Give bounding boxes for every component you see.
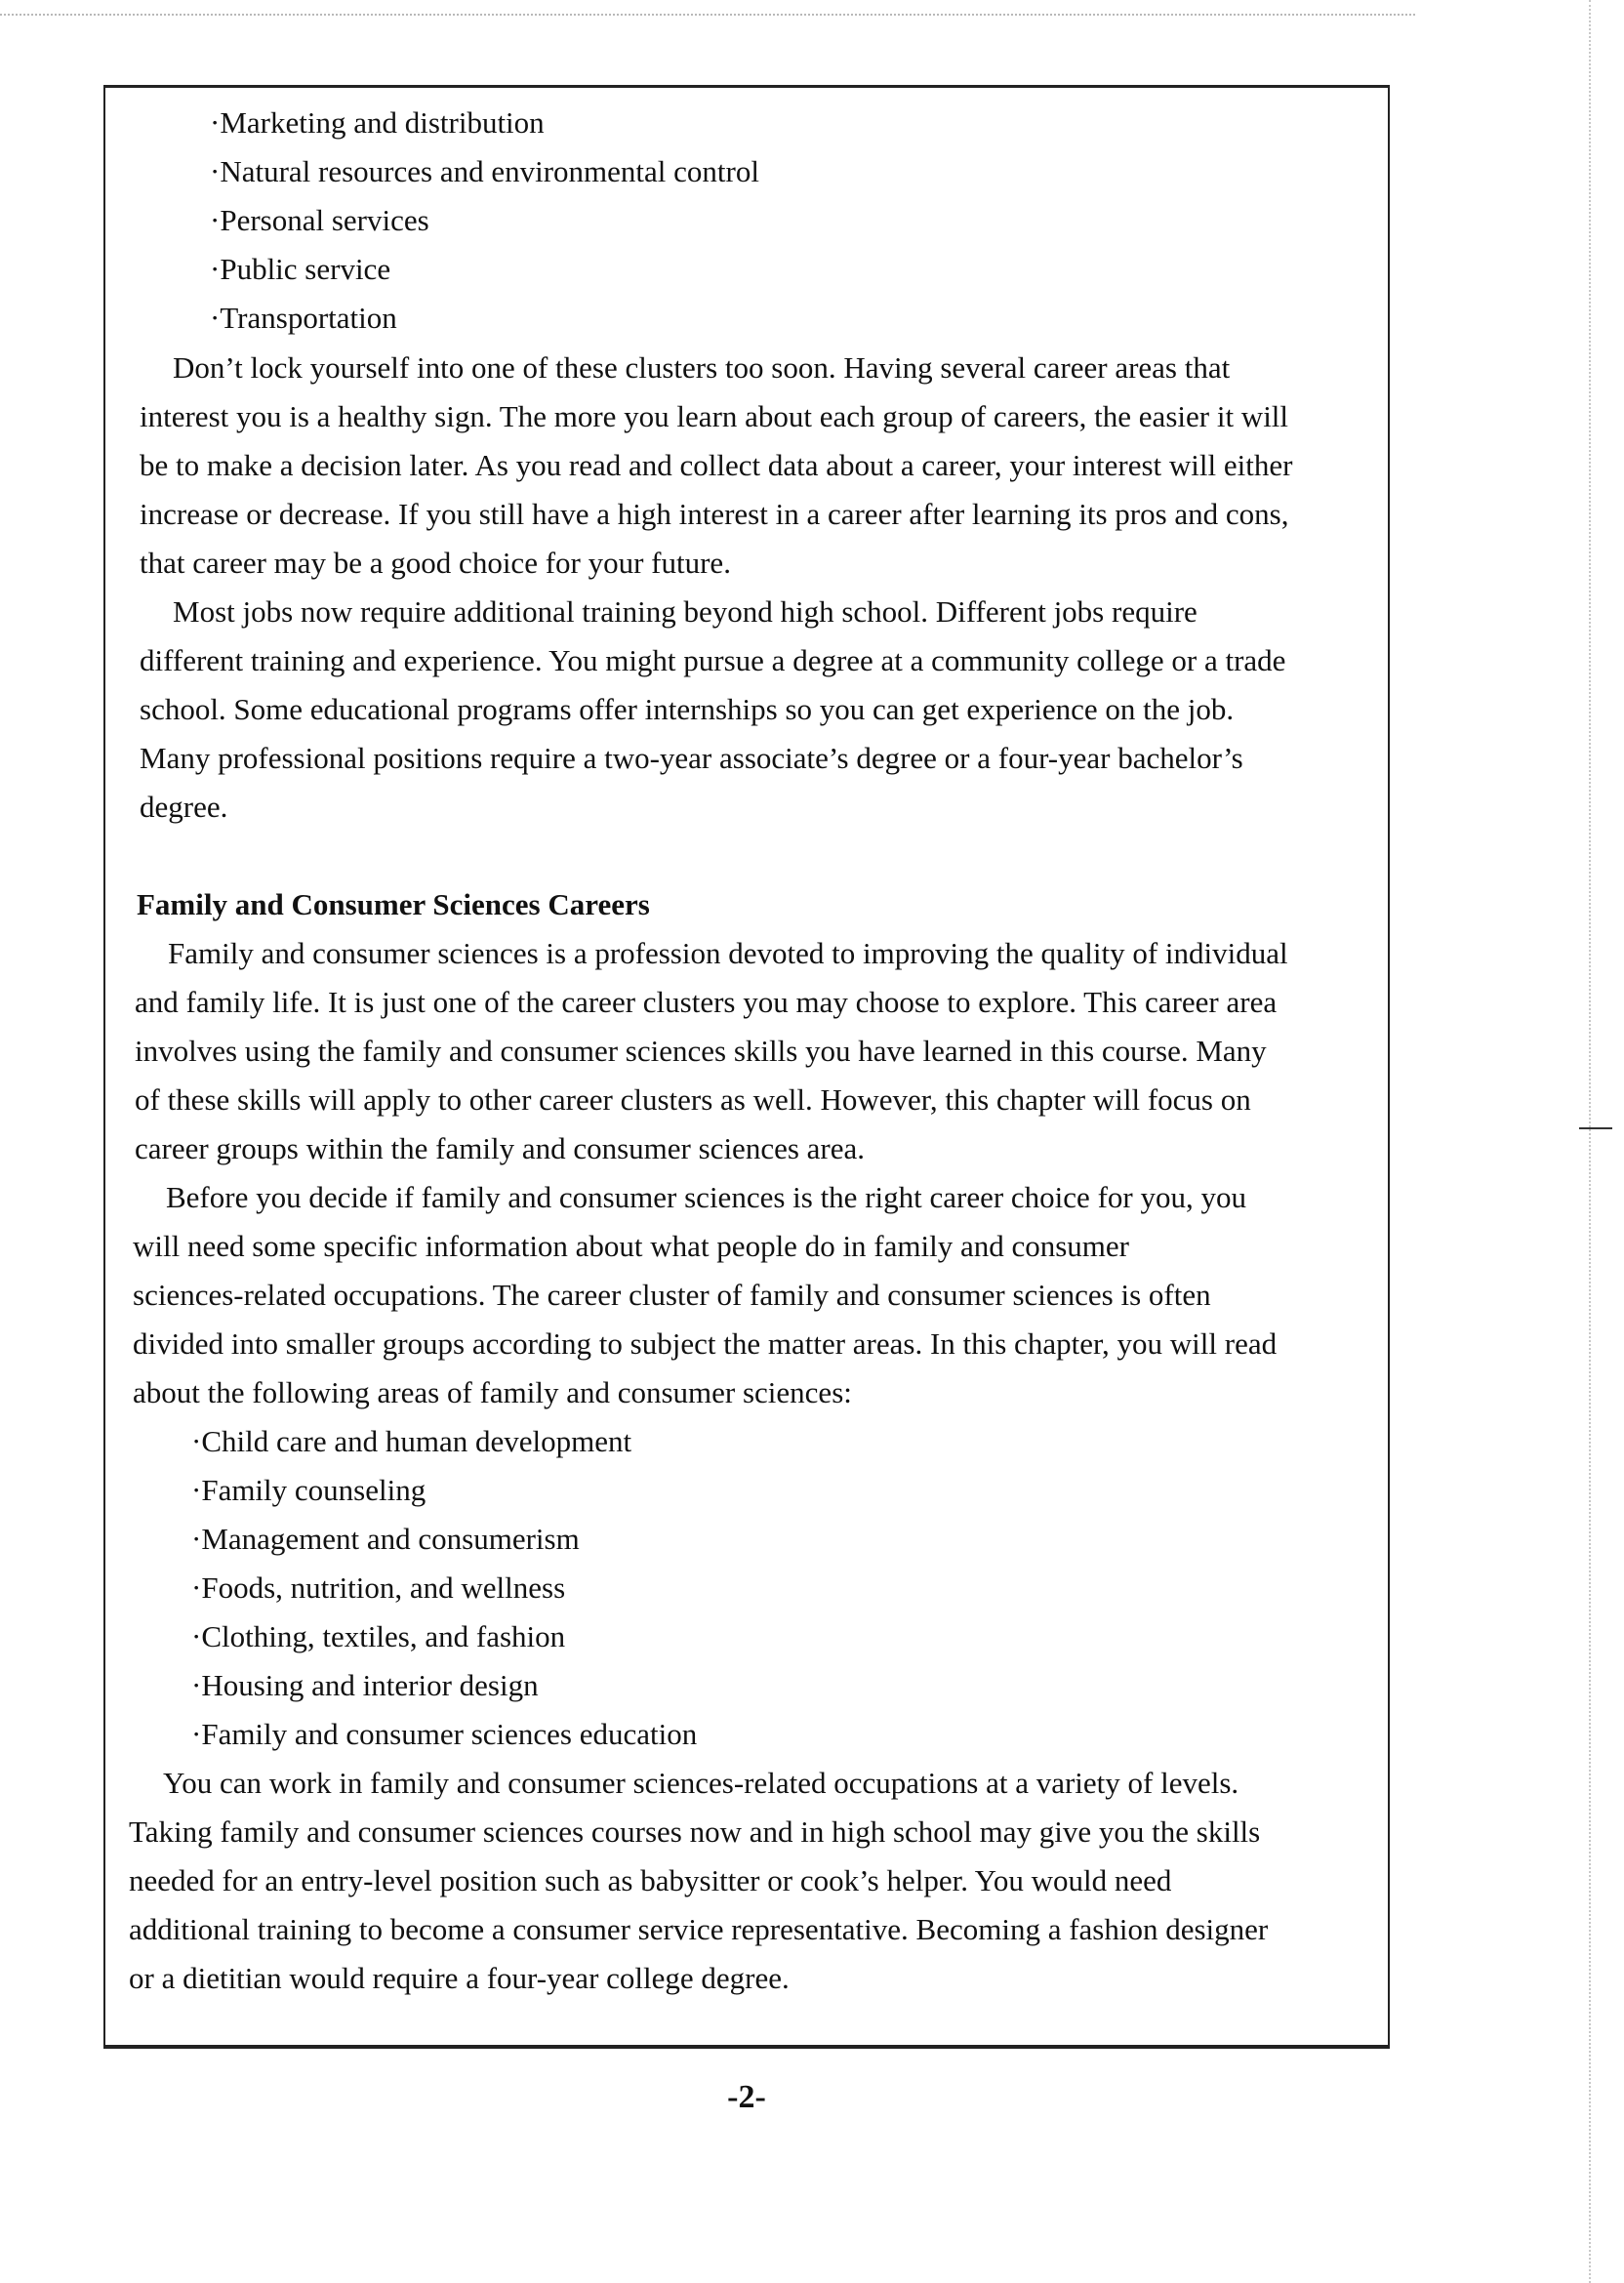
paragraph-line: interest you is a healthy sign. The more you learn about each group of careers, the easier it will	[140, 399, 1289, 433]
paragraph-line: Most jobs now require additional training beyond high school. Different jobs require	[173, 594, 1198, 629]
paragraph-line: divided into smaller groups according to subject the matter areas. In this chapter, you will read	[133, 1326, 1278, 1361]
paragraph-line: that career may be a good choice for your future.	[140, 546, 731, 580]
paragraph-line: You can work in family and consumer sciences-related occupations at a variety of levels.	[163, 1766, 1239, 1800]
section-heading: Family and Consumer Sciences Careers	[137, 887, 650, 921]
scan-artifact-top	[0, 14, 1415, 16]
paragraph-line: Before you decide if family and consumer sciences is the right career choice for you, you	[166, 1180, 1246, 1214]
paragraph-line: needed for an entry-level position such as babysitter or cook’s helper. You would need	[129, 1863, 1172, 1897]
paragraph-line: additional training to become a consumer service representative. Becoming a fashion designer	[129, 1912, 1269, 1946]
fcs-area-item: ·Management and consumerism	[191, 1522, 580, 1556]
paragraph-line: school. Some educational programs offer internships so you can get experience on the job.	[140, 692, 1235, 726]
fcs-area-item: ·Clothing, textiles, and fashion	[191, 1619, 566, 1653]
paragraph-line: of these skills will apply to other career clusters as well. However, this chapter will focus on	[135, 1082, 1251, 1117]
fcs-area-item: ·Family and consumer sciences education	[191, 1717, 698, 1751]
paragraph-line: increase or decrease. If you still have a high interest in a career after learning its pros and cons,	[140, 497, 1289, 531]
cluster-item: ·Transportation	[210, 301, 397, 335]
scan-artifact-tick	[1579, 1127, 1612, 1129]
cluster-item: ·Public service	[210, 252, 391, 286]
fcs-area-item: ·Family counseling	[191, 1473, 426, 1507]
paragraph-line: be to make a decision later. As you read and collect data about a career, your interest will either	[140, 448, 1293, 482]
cluster-item: ·Personal services	[210, 203, 429, 237]
paragraph-line: different training and experience. You might pursue a degree at a community college or a trade	[140, 643, 1286, 677]
paragraph-line: Taking family and consumer sciences courses now and in high school may give you the skills	[129, 1814, 1261, 1849]
paragraph-line: Many professional positions require a two-year associate’s degree or a four-year bachelor’s	[140, 741, 1243, 775]
paragraph-line: sciences-related occupations. The career cluster of family and consumer sciences is often	[133, 1278, 1211, 1312]
paragraph-line: degree.	[140, 790, 228, 824]
scan-artifact-right	[1589, 0, 1591, 2283]
paragraph-line: career groups within the family and consumer sciences area.	[135, 1131, 865, 1165]
cluster-item: ·Marketing and distribution	[210, 105, 545, 140]
fcs-area-item: ·Child care and human development	[191, 1424, 632, 1458]
page-number: -2-	[727, 2079, 766, 2115]
fcs-area-item: ·Foods, nutrition, and wellness	[191, 1570, 566, 1605]
paragraph-line: Don’t lock yourself into one of these clusters too soon. Having several career areas that	[173, 350, 1231, 385]
paragraph-line: involves using the family and consumer sciences skills you have learned in this course. Many	[135, 1034, 1267, 1068]
paragraph-line: will need some specific information about what people do in family and consumer	[133, 1229, 1130, 1263]
fcs-area-item: ·Housing and interior design	[191, 1668, 539, 1702]
paragraph-line: about the following areas of family and consumer sciences:	[133, 1375, 852, 1409]
paragraph-line: and family life. It is just one of the career clusters you may choose to explore. This career area	[135, 985, 1278, 1019]
paragraph-line: Family and consumer sciences is a profession devoted to improving the quality of individual	[168, 936, 1288, 970]
cluster-item: ·Natural resources and environmental control	[210, 154, 759, 188]
paragraph-line: or a dietitian would require a four-year college degree.	[129, 1961, 790, 1995]
